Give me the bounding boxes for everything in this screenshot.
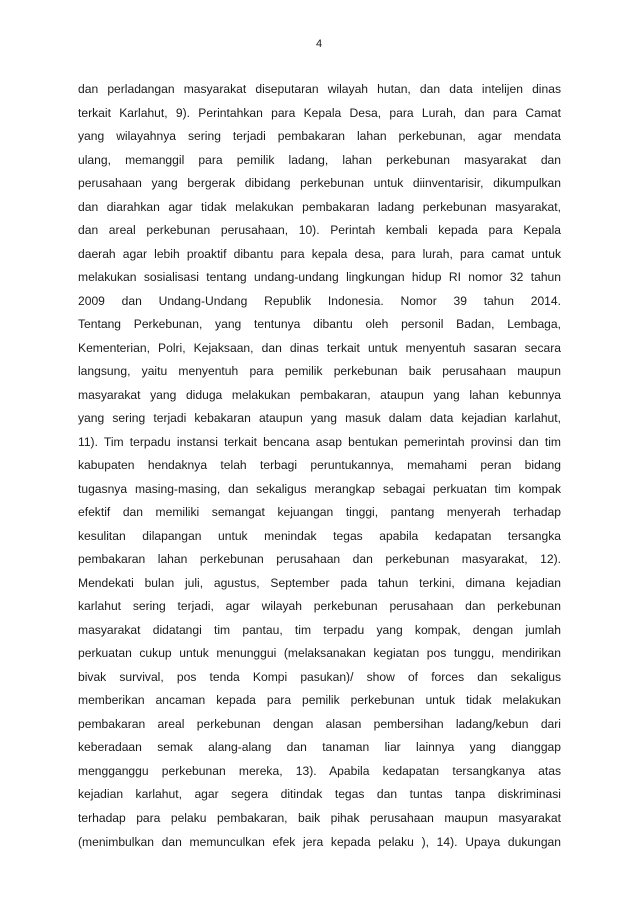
text-line: efektif dan memiliki semangat kejuangan tinggi, pantang menyerah terhadap [78,505,561,520]
text-line: 2009 dan Undang-Undang Republik Indonesia. Nomor 39 tahun 2014. [78,293,561,308]
text-line: terhadap para pelaku pembakaran, baik pihak perusahaan maupun masyarakat [78,810,561,825]
text-line: dan diarahkan agar tidak melakukan pembakaran ladang perkebunan masyarakat, [78,199,561,214]
text-line: terkait Karlahut, 9). Perintahkan para Kepala Desa, para Lurah, dan para Camat [78,105,561,120]
body-text [78,78,561,854]
text-line: tugasnya masing-masing, dan sekaligus merangkap sebagai perkuatan tim kompak [78,481,561,496]
text-line: masyarakat didatangi tim pantau, tim terpadu yang kompak, dengan jumlah [78,622,561,637]
text-line: pembakaran lahan perkebunan perusahaan dan perkebunan masyarakat, 12). [78,552,561,567]
text-line: perkuatan cukup untuk menunggui (melaksanakan kegiatan pos tunggu, mendirikan [78,646,561,661]
text-line: bivak survival, pos tenda Kompi pasukan)/ show of forces dan sekaligus [78,669,561,684]
text-line: dan perladangan masyarakat diseputaran wilayah hutan, dan data intelijen dinas [78,82,561,96]
text-line: memberikan ancaman kepada para pemilik perkebunan untuk tidak melakukan [78,693,561,708]
text-line: masyarakat yang diduga melakukan pembakaran, ataupun yang lahan kebunnya [78,387,561,402]
text-line: Tentang Perkebunan, yang tentunya dibantu oleh personil Badan, Lembaga, [78,317,561,332]
text-line: yang sering terjadi kebakaran ataupun yang masuk dalam data kejadian karlahut, [78,411,561,426]
text-line: perusahaan yang bergerak dibidang perkebunan untuk diinventarisir, dikumpulkan [78,176,561,191]
text-line: Mendekati bulan juli, agustus, September pada tahun terkini, dimana kejadian [78,575,561,590]
text-line: pembakaran areal perkebunan dengan alasan pembersihan ladang/kebun dari [78,716,561,731]
text-line: langsung, yaitu menyentuh para pemilik perkebunan baik perusahaan maupun [78,364,561,379]
text-line: (menimbulkan dan memunculkan efek jera kepada pelaku ), 14). Upaya dukungan [78,834,561,849]
text-line: karlahut sering terjadi, agar wilayah perkebunan perusahaan dan perkebunan [78,599,561,614]
text-line: kesulitan dilapangan untuk menindak tegas apabila kedapatan tersangka [78,528,561,543]
text-line: daerah agar lebih proaktif dibantu para kepala desa, para lurah, para camat untuk [78,246,561,261]
text-line: keberadaan semak alang-alang dan tanaman liar lainnya yang dianggap [78,740,561,755]
text-line: 11). Tim terpadu instansi terkait bencana asap bentukan pemerintah provinsi dan tim [78,434,561,449]
text-line: kejadian karlahut, agar segera ditindak tegas dan tuntas tanpa diskriminasi [78,787,561,802]
page-number: 4 [315,38,323,50]
text-line: kabupaten hendaknya telah terbagi peruntukannya, memahami peran bidang [78,458,561,473]
text-line: yang wilayahnya sering terjadi pembakaran lahan perkebunan, agar mendata [78,129,561,144]
text-line: Kementerian, Polri, Kejaksaan, dan dinas terkait untuk menyentuh sasaran secara [78,340,561,355]
text-line: ulang, memanggil para pemilik ladang, lahan perkebunan masyarakat dan [78,152,561,167]
text-line: mengganggu perkebunan mereka, 13). Apabila kedapatan tersangkanya atas [78,763,561,778]
text-line: dan areal perkebunan perusahaan, 10). Perintah kembali kepada para Kepala [78,223,561,238]
text-line: melakukan sosialisasi tentang undang-undang lingkungan hidup RI nomor 32 tahun [78,270,561,285]
